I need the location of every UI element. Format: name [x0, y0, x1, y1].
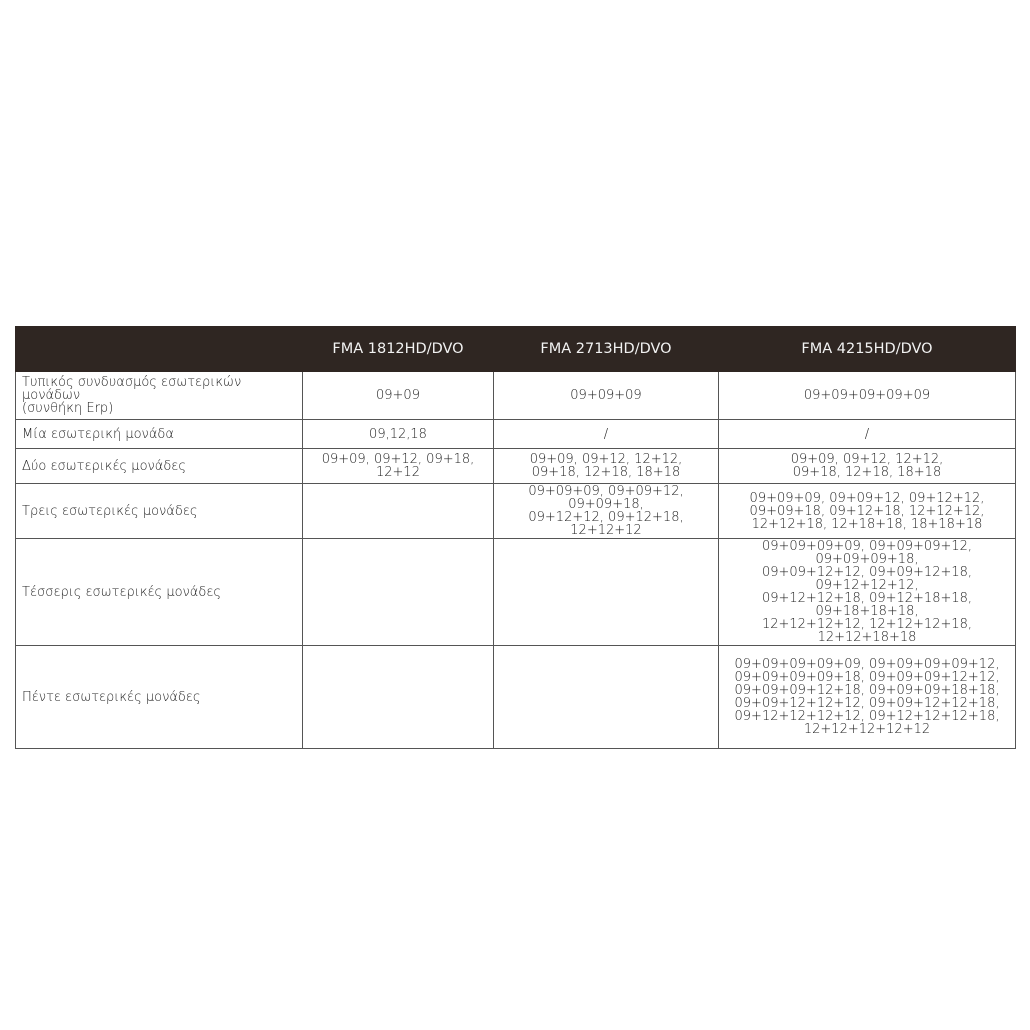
table-cell: 09+09+09 [494, 372, 719, 420]
table-cell: 09+09, 09+12, 12+12, 09+18, 12+18, 18+18 [494, 449, 719, 484]
table-cell [494, 646, 719, 749]
row-label: Δύο εσωτερικές μονάδες [16, 449, 303, 484]
row-label: Πέντε εσωτερικές μονάδες [16, 646, 303, 749]
table-row [16, 449, 1016, 484]
table-cell: / [719, 420, 1016, 449]
header-fma-4215: FMA 4215HD/DVO [719, 327, 1016, 372]
table-row [16, 420, 1016, 449]
table-cell: 09+09 [303, 372, 494, 420]
table-row [16, 646, 1016, 749]
row-label: Τρεις εσωτερικές μονάδες [16, 484, 303, 539]
table-cell: / [494, 420, 719, 449]
table-cell [494, 539, 719, 646]
table-cell: 09,12,18 [303, 420, 494, 449]
header-fma-2713: FMA 2713HD/DVO [494, 327, 719, 372]
table-cell [303, 484, 494, 539]
row-label: Μία εσωτερική μονάδα [16, 420, 303, 449]
table-cell: 09+09+09+09+09, 09+09+09+09+12, 09+09+09+09+18, 09+09+09+12+12, 09+09+09+12+18, 09+09+09+18+18, 09+09+12+12+12, 09+09+12+12+18, 09+12+12+12+12, 09+12+12+12+18, 12+12+12+12+12 [719, 646, 1016, 749]
table-cell: 09+09+09, 09+09+12, 09+12+12, 09+09+18, 09+12+18, 12+12+12, 12+12+18, 12+18+18, 18+18+18 [719, 484, 1016, 539]
header-row [16, 327, 1016, 372]
header-fma-1812: FMA 1812HD/DVO [303, 327, 494, 372]
table-cell: 09+09+09+09+09 [719, 372, 1016, 420]
table-cell [303, 646, 494, 749]
header-empty [16, 327, 303, 372]
row-label: Τέσσερις εσωτερικές μονάδες [16, 539, 303, 646]
table-cell: 09+09, 09+12, 09+18, 12+12 [303, 449, 494, 484]
table-cell: 09+09+09, 09+09+12, 09+09+18, 09+12+12, 09+12+18, 12+12+12 [494, 484, 719, 539]
table-cell [303, 539, 494, 646]
table-row [16, 372, 1016, 420]
table-cell: 09+09, 09+12, 12+12, 09+18, 12+18, 18+18 [719, 449, 1016, 484]
table-row [16, 539, 1016, 646]
table-row [16, 484, 1016, 539]
combination-table [15, 326, 1016, 749]
table-cell: 09+09+09+09, 09+09+09+12, 09+09+09+18, 09+09+12+12, 09+09+12+18, 09+12+12+12, 09+12+12+18, 09+12+18+18, 09+18+18+18, 12+12+12+12, 12+12+12+18, 12+12+18+18 [719, 539, 1016, 646]
row-label: Τυπικός συνδυασμός εσωτερικών μονάδων (συνθήκη Erp) [16, 372, 303, 420]
